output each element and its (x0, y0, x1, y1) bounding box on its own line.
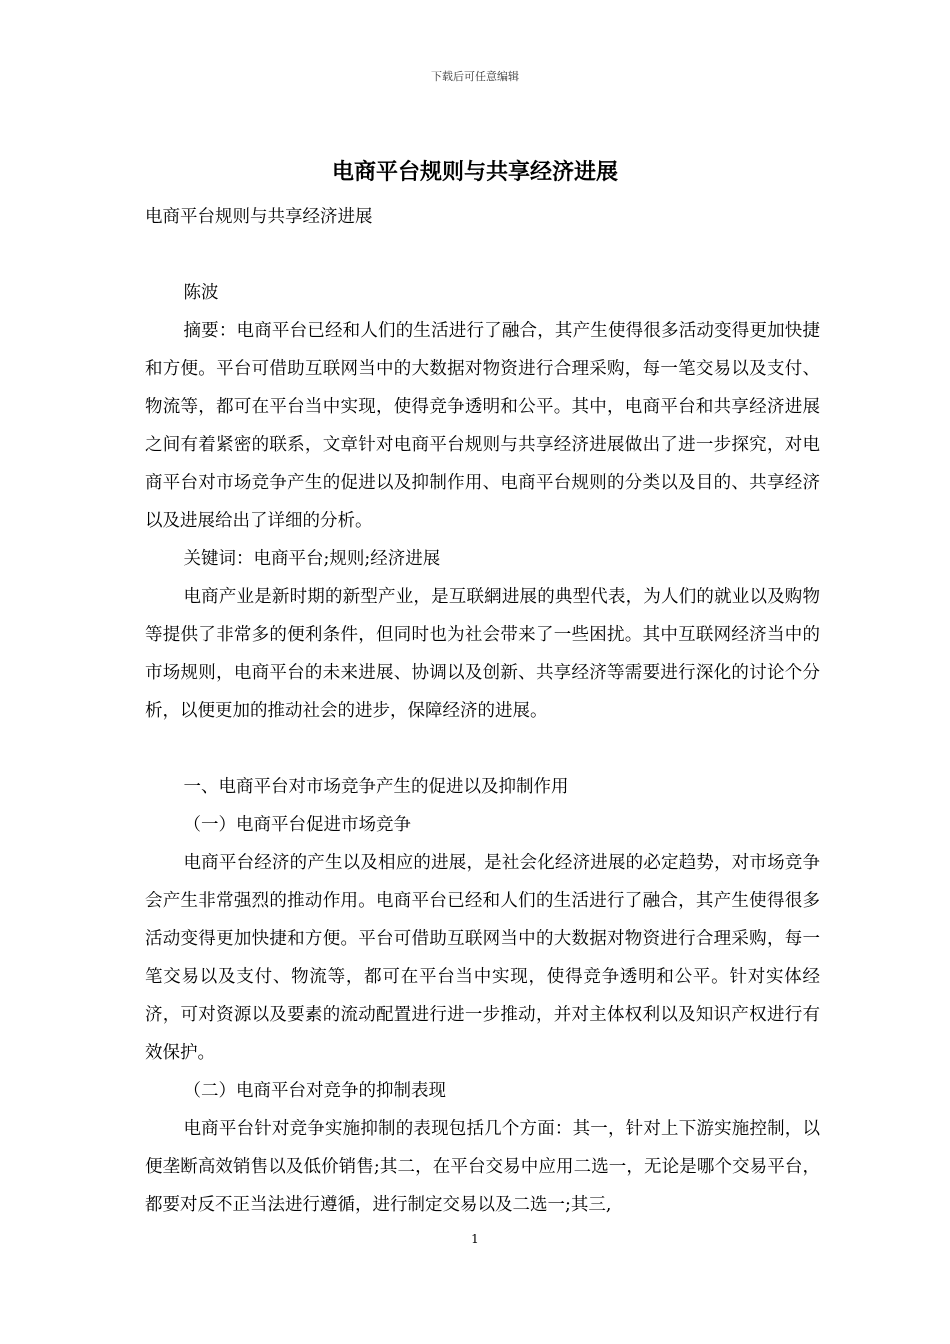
author-name: 陈波 (183, 283, 219, 303)
subsection-heading: （二）电商平台对竞争的抑制表现 (183, 1081, 446, 1101)
section-heading: 一、电商平台对市场竞争产生的促进以及抑制作用 (183, 777, 569, 797)
intro-paragraph: 电商产业是新时期的新型产业，是互联網进展的典型代表，为人们的就业以及购物等提供了非常多的便利条件，但同时也为社会带来了一些困扰。其中互联网经济当中的市场规则，电商平台的未来进展、协调以及创新、共享经济等需要进行深化的讨论个分析，以便更加的推动社会的进步，保障经济的进展。 (145, 587, 820, 721)
header-note: 下载后可任意编辑 (431, 70, 519, 83)
subsection-heading: （一）电商平台促进市场竞争 (183, 815, 411, 835)
document-body (145, 198, 820, 1224)
document-title: 电商平台规则与共享经济进展 (331, 160, 618, 185)
document-subtitle: 电商平台规则与共享经济进展 (145, 207, 373, 227)
page-number: 1 (471, 1232, 479, 1246)
keywords-line: 关键词：电商平台;规则;经济进展 (183, 549, 441, 569)
abstract-paragraph: 摘要：电商平台已经和人们的生活进行了融合，其产生使得很多活动变得更加快捷和方便。平台可借助互联网当中的大数据对物资进行合理采购，每一笔交易以及支付、物流等，都可在平台当中实现，使得竞争透明和公平。其中，电商平台和共享经济进展之间有着紧密的联系，文章针对电商平台规则与共享经济进展做出了进一步探究，对电商平台对市场竞争产生的促进以及抑制作用、电商平台规则的分类以及目的、共享经济以及进展给出了详细的分析。 (145, 321, 820, 531)
body-paragraph: 电商平台经济的产生以及相应的进展，是社会化经济进展的必定趋势，对市场竞争会产生非常强烈的推动作用。电商平台已经和人们的生活进行了融合，其产生使得很多活动变得更加快捷和方便。平台可借助互联网当中的大数据对物资进行合理采购，每一笔交易以及支付、物流等，都可在平台当中实现，使得竞争透明和公平。针对实体经济，可对资源以及要素的流动配置进行进一步推动，并对主体权利以及知识产权进行有效保护。 (145, 853, 820, 1063)
body-paragraph: 电商平台针对竞争实施抑制的表现包括几个方面：其一，针对上下游实施控制，以便垄断高效销售以及低价销售;其二，在平台交易中应用二选一，无论是哪个交易平台，都要对反不正当法进行遵循，进行制定交易以及二选一;其三, (145, 1119, 820, 1215)
